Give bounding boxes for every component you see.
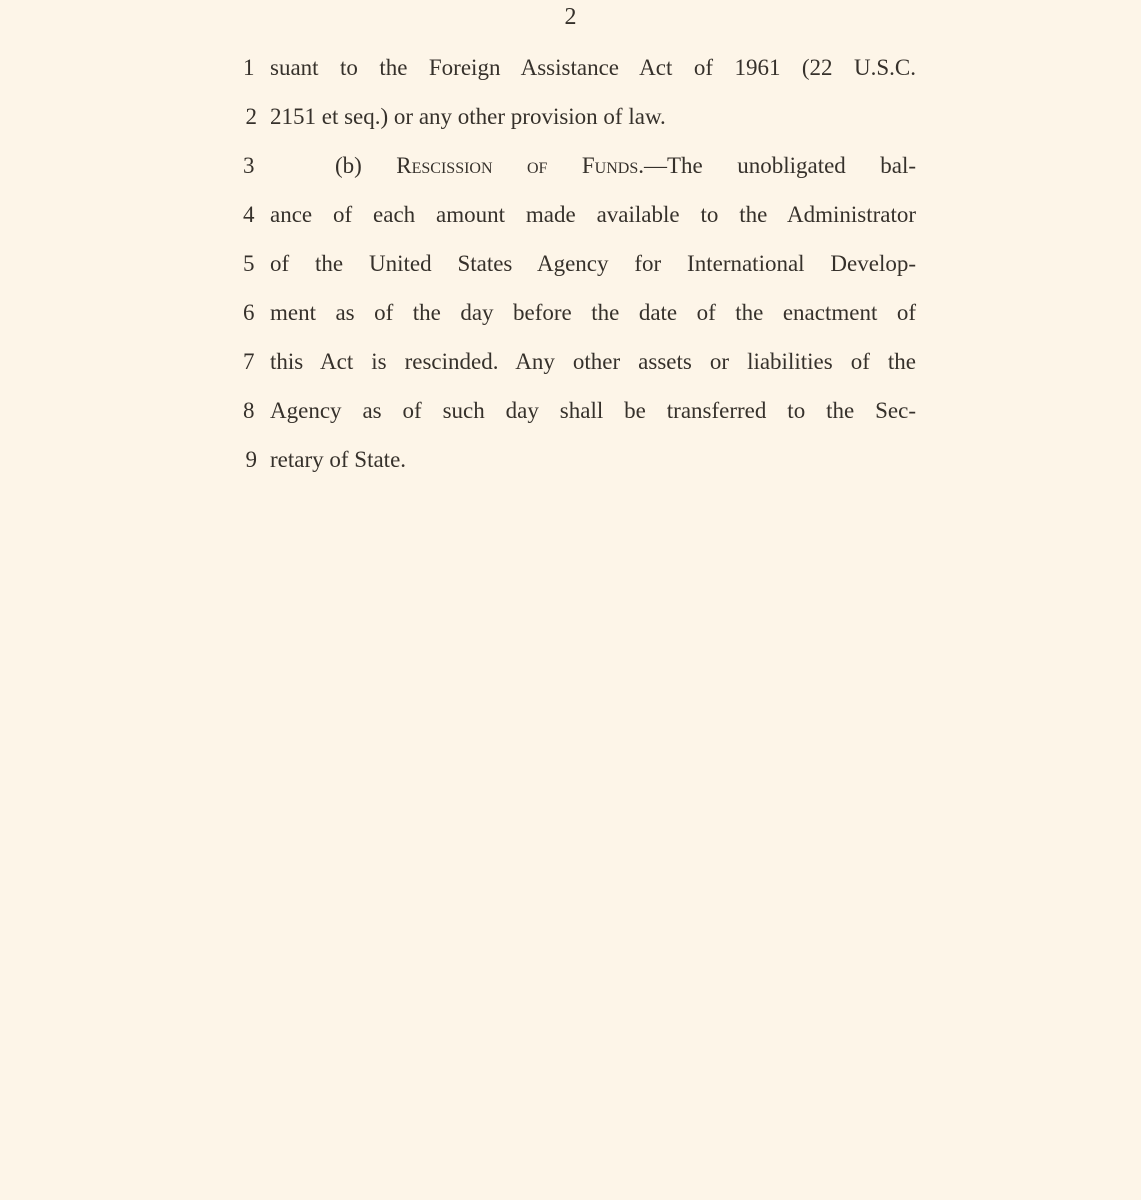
line-text: 2151 et seq.) or any other provision of law.: [270, 104, 666, 129]
line-number: 4: [243, 202, 255, 227]
line-text-prefix: (b): [335, 153, 397, 178]
line-number: 8: [243, 398, 255, 423]
text-line: [245, 92, 916, 141]
text-line: [243, 337, 916, 386]
text-line: [243, 386, 916, 435]
text-line: [243, 239, 916, 288]
line-text: Agency as of such day shall be transferred to the Sec-: [270, 398, 916, 423]
line-text: ment as of the day before the date of the enactment of: [270, 300, 916, 325]
line-number: 9: [245, 447, 257, 472]
line-text: ance of each amount made available to the Administrator: [270, 202, 916, 227]
line-text: retary of State.: [270, 447, 407, 472]
text-line: [243, 190, 916, 239]
line-number: 2: [245, 104, 257, 129]
text-line: [243, 288, 916, 337]
line-text: suant to the Foreign Assistance Act of 1961 (22 U.S.C.: [270, 55, 916, 80]
page-number: 2: [564, 4, 577, 30]
text-line: [243, 141, 917, 190]
line-number: 1: [243, 55, 255, 80]
text-line: [243, 43, 916, 92]
line-text: of the United States Agency for International Develop-: [270, 251, 916, 276]
line-text-suffix: .—The unobligated bal-: [638, 153, 917, 178]
line-number: 3: [243, 153, 255, 178]
line-number: 6: [243, 300, 255, 325]
line-number: 5: [243, 251, 255, 276]
document-text-block: [243, 43, 917, 484]
line-text: this Act is rescinded. Any other assets or liabilities of the: [270, 349, 916, 374]
text-line: [245, 435, 916, 484]
line-text-smallcaps: Rescission of Funds: [396, 153, 639, 178]
line-number: 7: [243, 349, 255, 374]
